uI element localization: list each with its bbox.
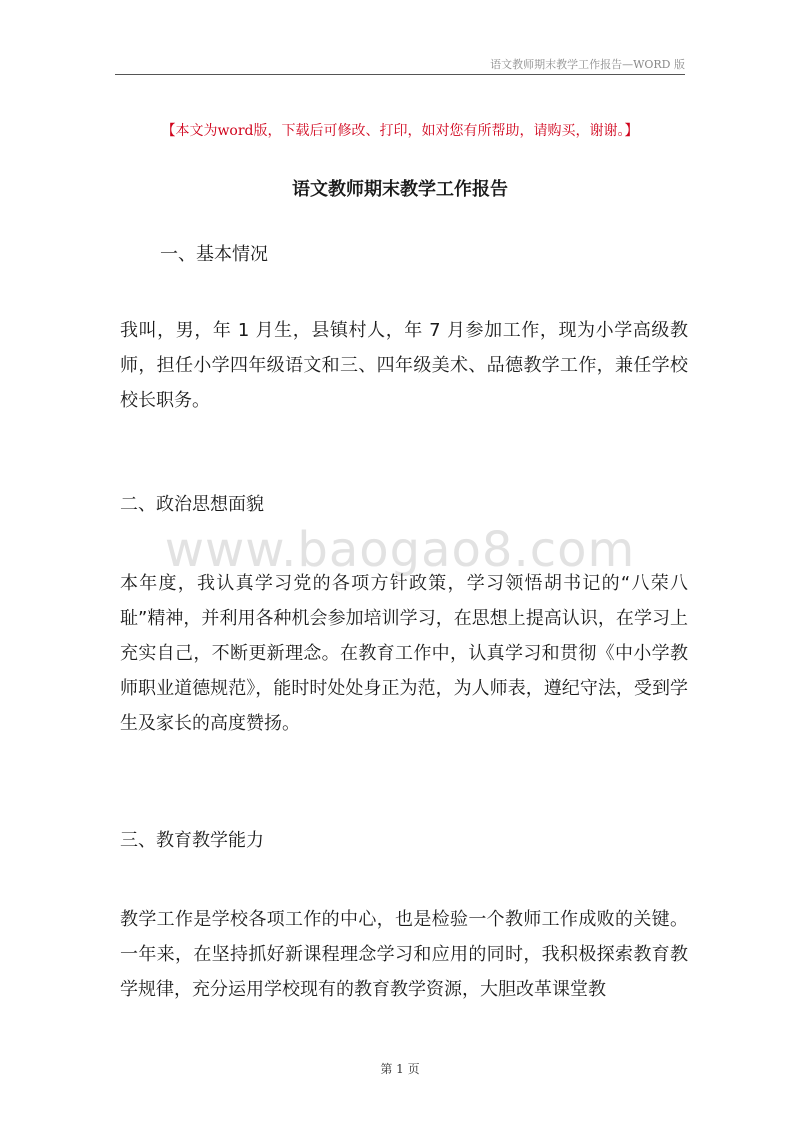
running-header: 语文教师期末教学工作报告—WORD 版 (490, 58, 685, 71)
section-body-basic-info: 我叫，男，年 1 月生，县镇村人，年 7 月参加工作，现为小学高级教师，担任小学四年级语文和三、四年级美术、品德教学工作，兼任学校校长职务。 (120, 320, 688, 411)
section-heading-political-outlook: 二、政治思想面貌 (120, 494, 264, 515)
page-number: 第 1 页 (380, 1062, 420, 1076)
section-body-teaching-ability: 教学工作是学校各项工作的中心，也是检验一个教师工作成败的关键。一年来，在坚持抓好新课程理念学习和应用的同时，我积极探索教育教学规律，充分运用学校现有的教育教学资源，大胆改革课堂教 (120, 909, 688, 1000)
purchase-notice: 【本文为word版，下载后可修改、打印，如对您有所帮助，请购买，谢谢。】 (161, 123, 639, 139)
watermark: www.baogao8.com (164, 522, 636, 578)
section-heading-basic-info: 一、基本情况 (160, 244, 268, 265)
document-title: 语文教师期末教学工作报告 (292, 179, 508, 200)
section-heading-teaching-ability: 三、教育教学能力 (120, 830, 264, 851)
section-body-political-outlook: 本年度，我认真学习党的各项方针政策，学习领悟胡书记的“八荣八耻”精神，并利用各种机会参加培训学习，在思想上提高认识，在学习上充实自己，不断更新理念。在教育工作中，认真学习和贯彻《中小学教师职业道德规范》，能时时处处身正为范，为人师表，遵纪守法，受到学生及家长的高度赞扬。 (120, 573, 688, 734)
header-divider (115, 74, 685, 75)
